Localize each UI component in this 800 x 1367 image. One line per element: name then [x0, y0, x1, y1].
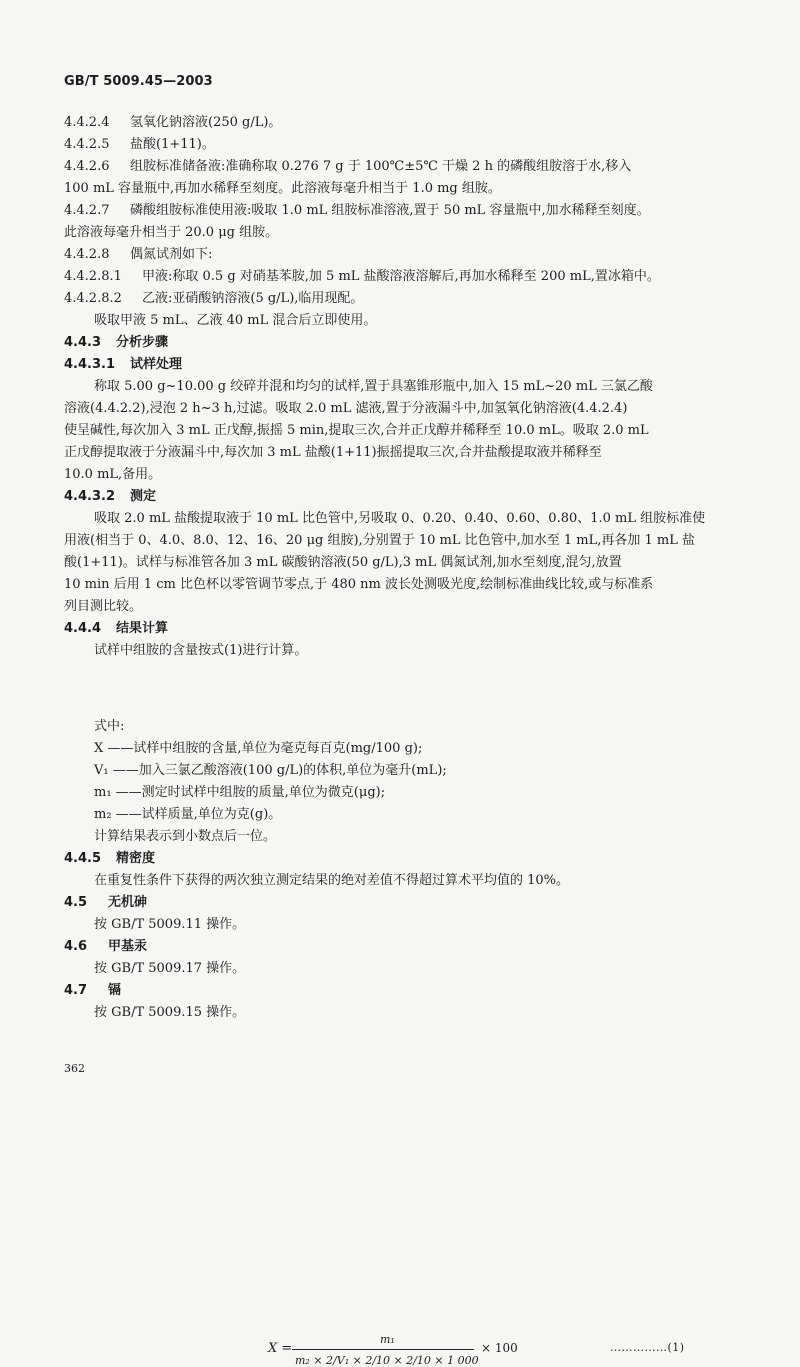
section-number: 4.4.2.8 [64, 247, 110, 262]
text-line [64, 826, 734, 848]
paragraph-text: 在重复性条件下获得的两次独立测定结果的绝对差值不得超过算术平均值的 10%。 [94, 873, 570, 888]
text-line [64, 738, 734, 760]
paragraph-text: 正戊醇提取液于分液漏斗中,每次加 3 mL 盐酸(1+11)振摇提取三次,合并盐酸提取液并稀释至 [64, 445, 602, 460]
text-line [64, 222, 734, 244]
text-line [64, 640, 734, 662]
text-line [64, 760, 734, 782]
fraction-line [292, 1349, 474, 1350]
paragraph-text: X ——试样中组胺的含量,单位为毫克每百克(mg/100 g); [94, 741, 423, 756]
paragraph-text: 10.0 mL,备用。 [64, 467, 162, 482]
section-number: 4.4.2.8.2 [64, 291, 122, 306]
formula-reference: ……………(1) [610, 1341, 685, 1354]
paragraph-text: 式中: [94, 719, 125, 734]
text-line [64, 508, 734, 530]
formula-multiplier: × 100 [481, 1341, 518, 1355]
formula-numerator: m₁ [380, 1333, 395, 1346]
section-number: 4.4.4 [64, 621, 102, 636]
formula-lhs: X = [268, 1341, 293, 1356]
paragraph-text: 甲液:称取 0.5 g 对硝基苯胺,加 5 mL 盐酸溶液溶解后,再加水稀释至 200 mL,置冰箱中。 [142, 269, 660, 284]
paragraph-text: V₁ ——加入三氯乙酸溶液(100 g/L)的体积,单位为毫升(mL); [94, 763, 447, 778]
section-line [64, 244, 734, 266]
paragraph-text: m₂ ——试样质量,单位为克(g)。 [94, 807, 282, 822]
paragraph-text: m₁ ——测定时试样中组胺的质量,单位为微克(μg); [94, 785, 386, 800]
text-line [64, 958, 734, 980]
section-line [64, 486, 734, 508]
section-number: 4.7 [64, 983, 88, 998]
text-line [64, 914, 734, 936]
section-line [64, 266, 734, 288]
page-number: 362 [64, 1062, 85, 1075]
section-line [64, 892, 734, 914]
text-line [64, 398, 734, 420]
paragraph-text: 酸(1+11)。试样与标准管各加 3 mL 碳酸钠溶液(50 g/L),3 mL 偶氮试剂,加水至刻度,混匀,放置 [64, 555, 622, 570]
section-number: 4.4.3.2 [64, 489, 115, 504]
paragraph-text: 偶氮试剂如下: [130, 247, 213, 262]
text-line [64, 716, 734, 738]
text-line [64, 442, 734, 464]
section-number: 4.4.3 [64, 335, 102, 350]
section-line [64, 112, 734, 134]
paragraph-text: 吸取 2.0 mL 盐酸提取液于 10 mL 比色管中,另吸取 0、0.20、0.40、0.60、0.80、1.0 mL 组胺标准使 [94, 511, 706, 526]
section-number: 4.4.2.4 [64, 115, 110, 130]
section-heading: 无机砷 [108, 895, 148, 910]
paragraph-text: 盐酸(1+11)。 [130, 137, 215, 152]
section-heading: 甲基汞 [108, 939, 148, 954]
section-number: 4.6 [64, 939, 88, 954]
paragraph-text: 溶液(4.4.2.2),浸泡 2 h~3 h,过滤。吸取 2.0 mL 滤液,置于分液漏斗中,加氢氧化钠溶液(4.4.2.4) [64, 401, 628, 416]
text-line [64, 310, 734, 332]
section-line [64, 936, 734, 958]
section-number: 4.5 [64, 895, 88, 910]
section-line [64, 848, 734, 870]
section-number: 4.4.2.8.1 [64, 269, 122, 284]
section-heading: 试样处理 [130, 357, 183, 372]
section-heading: 镉 [108, 983, 122, 998]
section-line [64, 354, 734, 376]
text-line [64, 870, 734, 892]
paragraph-text: 列目测比较。 [64, 599, 143, 614]
paragraph-text: 100 mL 容量瓶中,再加水稀释至刻度。此溶液每毫升相当于 1.0 mg 组胺。 [64, 181, 501, 196]
upper-text-block [64, 112, 734, 662]
section-line [64, 156, 734, 178]
text-line [64, 376, 734, 398]
text-line [64, 178, 734, 200]
paragraph-text: 组胺标准储备液:准确称取 0.276 7 g 于 100℃±5℃ 干燥 2 h 的磷酸组胺溶于水,移入 [130, 159, 632, 174]
text-line [64, 420, 734, 442]
paragraph-text: 10 min 后用 1 cm 比色杯以零管调节零点,于 480 nm 波长处测吸光度,绘制标准曲线比较,或与标准系 [64, 577, 654, 592]
paragraph-text: 磷酸组胺标准使用液:吸取 1.0 mL 组胺标准溶液,置于 50 mL 容量瓶中,加水稀释至刻度。 [130, 203, 650, 218]
section-heading: 测定 [130, 489, 157, 504]
section-line [64, 134, 734, 156]
section-heading: 精密度 [116, 851, 156, 866]
standard-header: GB/T 5009.45—2003 [64, 74, 213, 89]
section-number: 4.4.2.5 [64, 137, 110, 152]
text-line [64, 530, 734, 552]
text-line [64, 782, 734, 804]
section-number: 4.4.2.6 [64, 159, 110, 174]
paragraph-text: 氢氧化钠溶液(250 g/L)。 [130, 115, 282, 130]
formula-denominator: m₂ × 2/V₁ × 2/10 × 2/10 × 1 000 [295, 1354, 479, 1367]
section-number: 4.4.2.7 [64, 203, 110, 218]
paragraph-text: 试样中组胺的含量按式(1)进行计算。 [94, 643, 308, 658]
section-number: 4.4.3.1 [64, 357, 115, 372]
paragraph-text: 称取 5.00 g~10.00 g 绞碎并混和均匀的试样,置于具塞锥形瓶中,加入 15 mL~20 mL 三氯乙酸 [94, 379, 653, 394]
section-line [64, 618, 734, 640]
section-line [64, 200, 734, 222]
paragraph-text: 用液(相当于 0、4.0、8.0、12、16、20 μg 组胺),分别置于 10 mL 比色管中,加水至 1 mL,再各加 1 mL 盐 [64, 533, 695, 548]
paragraph-text: 吸取甲液 5 mL、乙液 40 mL 混合后立即使用。 [94, 313, 377, 328]
section-line [64, 288, 734, 310]
paragraph-text: 按 GB/T 5009.17 操作。 [94, 961, 246, 976]
paragraph-text: 此溶液每毫升相当于 20.0 μg 组胺。 [64, 225, 279, 240]
paragraph-text: 使呈碱性,每次加入 3 mL 正戊醇,振摇 5 min,提取三次,合并正戊醇并稀释至 10.0 mL。吸取 2.0 mL [64, 423, 649, 438]
text-line [64, 464, 734, 486]
section-number: 4.4.5 [64, 851, 102, 866]
paragraph-text: 按 GB/T 5009.15 操作。 [94, 1005, 246, 1020]
paragraph-text: 乙液:亚硝酸钠溶液(5 g/L),临用现配。 [142, 291, 364, 306]
section-heading: 结果计算 [116, 621, 169, 636]
paragraph-text: 按 GB/T 5009.11 操作。 [94, 917, 246, 932]
section-heading: 分析步骤 [116, 335, 169, 350]
section-line [64, 980, 734, 1002]
text-line [64, 552, 734, 574]
text-line [64, 596, 734, 618]
text-line [64, 574, 734, 596]
section-line [64, 332, 734, 354]
lower-text-block [64, 716, 734, 1024]
text-line [64, 804, 734, 826]
paragraph-text: 计算结果表示到小数点后一位。 [94, 829, 277, 844]
text-line [64, 1002, 734, 1024]
